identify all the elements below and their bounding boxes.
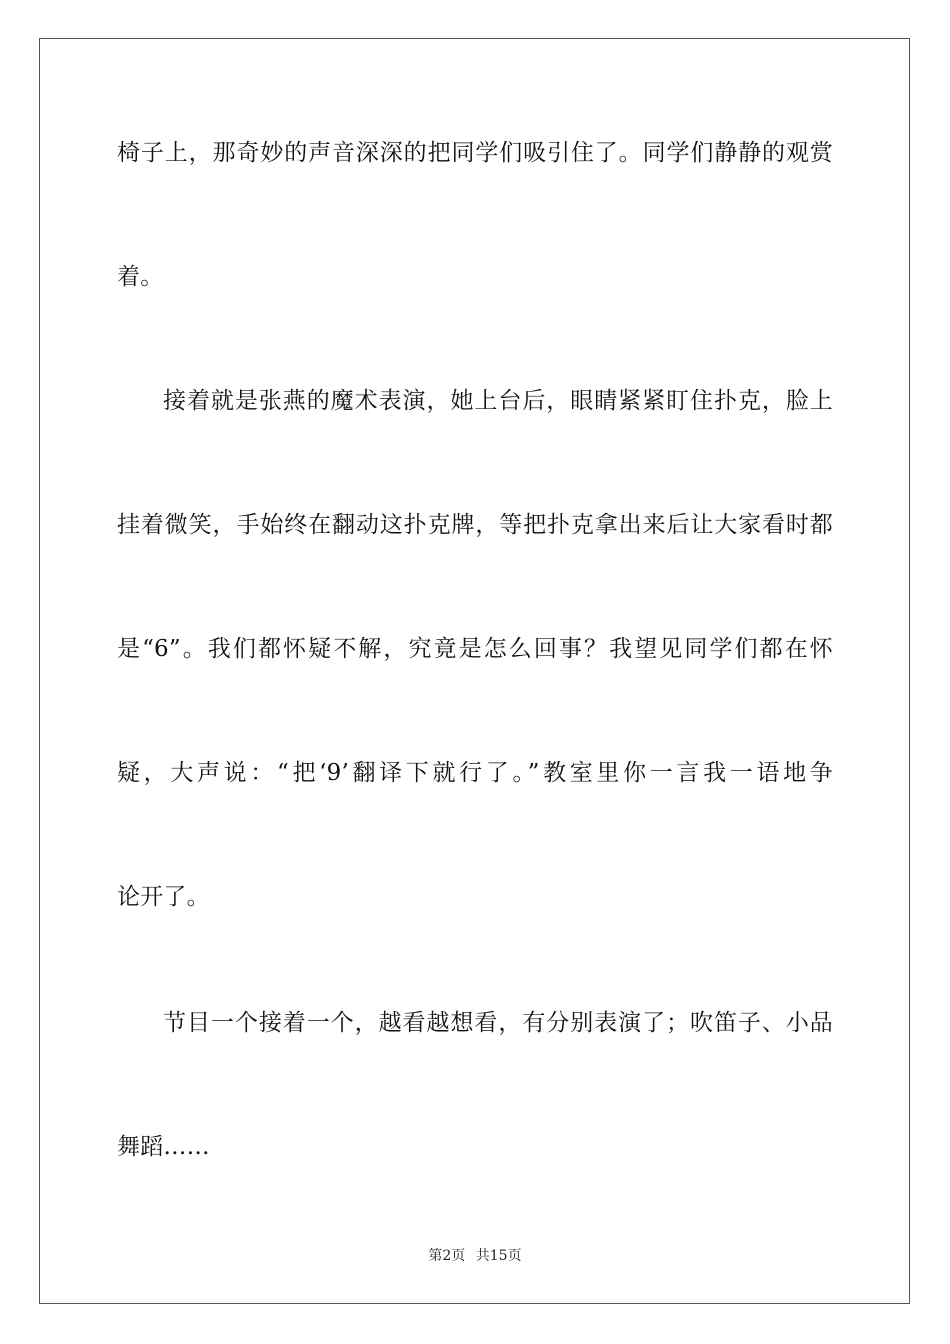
paragraph-line: 椅子上，那奇妙的声音深深的把同学们吸引住了。同学们静静的观赏: [117, 140, 833, 166]
paragraph-line: 疑，大声说：“把‘9’翻译下就行了。”教室里你一言我一语地争: [117, 760, 833, 786]
page-total: 共15页: [475, 1248, 522, 1264]
page-number: 第2页: [428, 1248, 466, 1264]
paragraph-line: 论开了。: [117, 884, 210, 910]
paragraph-line: 是“6”。我们都怀疑不解，究竟是怎么回事？我望见同学们都在怀: [117, 636, 833, 662]
page-footer: [0, 1247, 950, 1265]
paragraph-line: 挂着微笑，手始终在翻动这扑克牌，等把扑克拿出来后让大家看时都: [117, 512, 833, 538]
paragraph-line: 接着就是张燕的魔术表演，她上台后，眼睛紧紧盯住扑克，脸上: [163, 388, 833, 414]
paragraph-line: 着。: [117, 264, 164, 290]
paragraph-line: 舞蹈……: [117, 1134, 210, 1160]
paragraph-line: 节目一个接着一个，越看越想看，有分别表演了；吹笛子、小品: [163, 1010, 833, 1036]
page-border: [39, 38, 910, 1304]
